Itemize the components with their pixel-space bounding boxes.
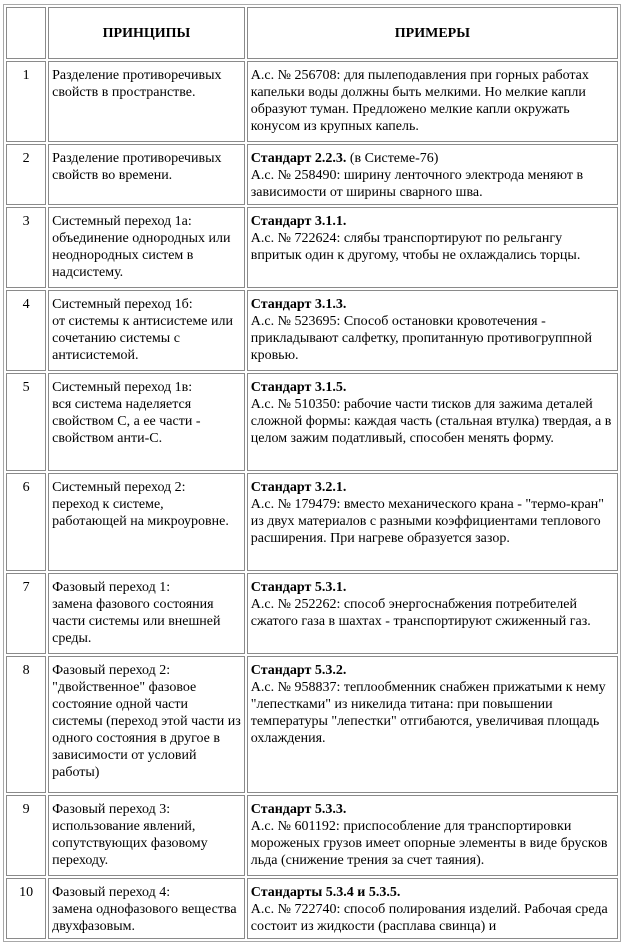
standard-ref: Стандарты 5.3.4 и 5.3.5.	[250, 885, 401, 900]
example-cell	[247, 144, 618, 205]
row-number: 8	[6, 656, 46, 793]
table-row	[6, 373, 618, 471]
header-examples: ПРИМЕРЫ	[247, 7, 618, 59]
principle-description: замена фазового состояния части системы или внешней среды.	[52, 597, 221, 646]
header-number	[6, 7, 46, 59]
example-text: А.с. № 958837: теплообменник снабжен прижатыми к нему "лепестками" из никелида титана: при повышении температуры "лепестки" отгибаются, увеличивая площадь охлаждения.	[250, 680, 606, 746]
example-text: А.с. № 252262: способ энергоснабжения потребителей сжатого газа в шахтах - транспортируют сжиженный газ.	[250, 597, 591, 629]
standard-ref: Стандарт 5.3.1.	[250, 580, 347, 595]
row-number: 1	[6, 61, 46, 142]
example-cell	[247, 656, 618, 793]
table-row	[6, 61, 618, 142]
principle-description: переход к системе, работающей на микроуровне.	[52, 497, 229, 529]
table-row	[6, 144, 618, 205]
standard-note: (в Системе-76)	[346, 151, 439, 166]
principle-description: использование явлений, сопутствующих фазовому переходу.	[52, 819, 208, 868]
principle-description: объединение однородных или неоднородных систем в надсистему.	[52, 231, 231, 280]
example-text: А.с. № 258490: ширину ленточного электрода меняют в зависимости от ширины сварного шва.	[250, 168, 584, 200]
standard-ref: Стандарт 3.1.1.	[250, 214, 347, 229]
standard-ref: Стандарт 2.2.3.	[250, 151, 347, 166]
principle-title: Фазовый переход 3:	[52, 802, 171, 817]
principle-cell	[48, 656, 245, 793]
table-row	[6, 290, 618, 371]
principle-title: Разделение противоречивых свойств в пространстве.	[52, 68, 222, 100]
principle-title: Фазовый переход 1:	[52, 580, 171, 595]
table-header-row	[6, 7, 618, 59]
row-number: 2	[6, 144, 46, 205]
example-cell	[247, 473, 618, 571]
header-principles: ПРИНЦИПЫ	[48, 7, 245, 59]
principle-description: вся система наделяется свойством С, а ее части - свойством анти-С.	[52, 397, 201, 446]
principle-title: Системный переход 1а:	[52, 214, 192, 229]
standard-ref: Стандарт 3.1.3.	[250, 297, 347, 312]
principle-cell	[48, 61, 245, 142]
table-row	[6, 207, 618, 288]
principle-cell	[48, 144, 245, 205]
row-number: 3	[6, 207, 46, 288]
example-text: А.с. № 722740: способ полирования изделий. Рабочая среда состоит из жидкости (расплава свинца) и	[250, 902, 608, 934]
row-number: 6	[6, 473, 46, 571]
principle-cell	[48, 473, 245, 571]
table-row	[6, 573, 618, 654]
example-text: А.с. № 601192: приспособление для транспортировки мороженых грузов имеет опорные элементы в виде брусков льда (снижение трения за счет таяния).	[250, 819, 608, 868]
row-number: 4	[6, 290, 46, 371]
example-text: А.с. № 722624: слябы транспортируют по рельгангу впритык один к другому, чтобы не охлаждались торцы.	[250, 231, 581, 263]
principles-table	[3, 4, 621, 942]
example-text: А.с. № 179479: вместо механического крана - "термо-кран" из двух материалов с разными коэффициентами теплового расширения. При нагреве образуется зазор.	[250, 497, 604, 546]
example-cell	[247, 61, 618, 142]
standard-ref: Стандарт 3.1.5.	[250, 380, 347, 395]
principle-title: Системный переход 1б:	[52, 297, 193, 312]
example-cell	[247, 795, 618, 876]
table-body	[6, 61, 618, 939]
standard-ref: Стандарт 5.3.3.	[250, 802, 347, 817]
table-row	[6, 878, 618, 939]
standard-line	[251, 296, 614, 313]
standard-line	[251, 150, 614, 167]
table-row	[6, 656, 618, 793]
principle-title: Системный переход 1в:	[52, 380, 193, 395]
principle-description: от системы к антисистеме или сочетанию системы с антисистемой.	[52, 314, 233, 363]
principle-title: Системный переход 2:	[52, 480, 186, 495]
example-cell	[247, 878, 618, 939]
standard-line	[251, 579, 614, 596]
standard-line	[251, 379, 614, 396]
standard-line	[251, 479, 614, 496]
row-number: 5	[6, 373, 46, 471]
example-text: А.с. № 256708: для пылеподавления при горных работах капельки воды должны быть мелкими. Но мелкие капли образуют туман. Предложено мелкие капли окружать конусом из крупных капель.	[250, 68, 589, 134]
principle-title: Фазовый переход 2:	[52, 663, 171, 678]
example-text: А.с. № 510350: рабочие части тисков для зажима деталей сложной формы: каждая часть (стальная втулка) твердая, а в целом зажим податливый, способен менять форму.	[250, 397, 612, 446]
principle-title: Фазовый переход 4:	[52, 885, 171, 900]
example-cell	[247, 573, 618, 654]
example-text: А.с. № 523695: Способ остановки кровотечения - прикладывают салфетку, пропитанную противогруппной кровью.	[250, 314, 593, 363]
row-number: 10	[6, 878, 46, 939]
principle-description: "двойственное" фазовое состояние одной части системы (переход этой части из одного состояния в другое в зависимости от условий работы)	[52, 680, 241, 780]
standard-line	[251, 662, 614, 679]
standard-line	[251, 213, 614, 230]
principle-description: замена однофазового вещества двухфазовым.	[52, 902, 237, 934]
standard-line	[251, 801, 614, 818]
principle-cell	[48, 373, 245, 471]
principle-cell	[48, 207, 245, 288]
principle-cell	[48, 573, 245, 654]
principle-cell	[48, 878, 245, 939]
principle-title: Разделение противоречивых свойств во времени.	[52, 151, 222, 183]
standard-line	[251, 884, 614, 901]
row-number: 7	[6, 573, 46, 654]
principle-cell	[48, 290, 245, 371]
row-number: 9	[6, 795, 46, 876]
example-cell	[247, 373, 618, 471]
standard-ref: Стандарт 3.2.1.	[250, 480, 347, 495]
table-row	[6, 473, 618, 571]
example-cell	[247, 207, 618, 288]
standard-ref: Стандарт 5.3.2.	[250, 663, 347, 678]
principle-cell	[48, 795, 245, 876]
table-row	[6, 795, 618, 876]
example-cell	[247, 290, 618, 371]
